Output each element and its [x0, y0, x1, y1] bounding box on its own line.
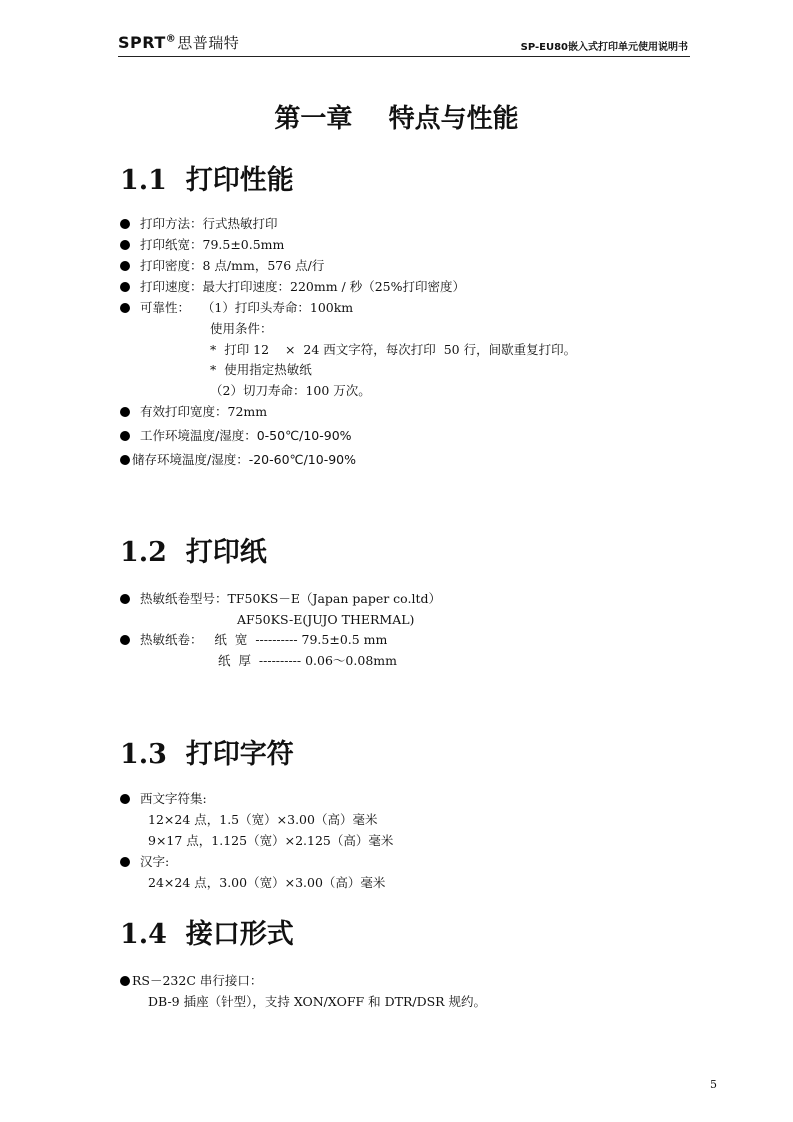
bullet-icon	[120, 407, 130, 417]
bullet-icon	[120, 455, 130, 465]
spec-storage-env: 储存环境温度/湿度：-20-60℃/10-90%	[132, 452, 356, 467]
spec-print-speed: 打印速度：最大打印速度：220mm / 秒（25%打印密度）	[140, 279, 466, 294]
section-heading-1-2: 1.2 打印纸	[120, 537, 267, 568]
brand-logo	[118, 32, 239, 53]
spec-print-density: 打印密度：8 点/mm，576 点/行	[140, 258, 325, 273]
paper-model-alt: AF50KS-E(JUJO THERMAL)	[237, 612, 415, 627]
charset-western-9x17: 9×17 点，1.125（宽）×2.125（高）毫米	[148, 833, 394, 848]
spec-print-method: 打印方法：行式热敏打印	[140, 216, 278, 231]
chapter-title: 第一章 特点与性能	[274, 104, 519, 134]
bullet-icon	[120, 261, 130, 271]
section-heading-1-1: 1.1 打印性能	[120, 165, 294, 196]
bullet-icon	[120, 219, 130, 229]
page-header	[118, 30, 690, 57]
spec-cutter-life: （2）切刀寿命：100 万次。	[210, 383, 371, 398]
bullet-icon	[120, 794, 130, 804]
page-number: 5	[710, 1078, 717, 1091]
brand-name-cn: 思普瑞特	[177, 34, 240, 52]
brand-name: SPRT	[118, 33, 166, 52]
spec-reliability: 可靠性： （1）打印头寿命：100km	[140, 300, 354, 315]
spec-effective-width: 有效打印宽度：72mm	[140, 404, 268, 419]
spec-operating-env: 工作环境温度/湿度：0-50℃/10-90%	[140, 428, 352, 443]
bullet-icon	[120, 635, 130, 645]
bullet-icon	[120, 976, 130, 986]
document-title: SP-EU80嵌入式打印单元使用说明书	[520, 42, 688, 53]
paper-roll-width: 热敏纸卷： 纸 宽 ---------- 79.5±0.5 mm	[140, 632, 388, 647]
registered-mark: ®	[165, 33, 177, 45]
section-heading-1-4: 1.4 接口形式	[120, 919, 294, 950]
charset-western-12x24: 12×24 点，1.5（宽）×3.00（高）毫米	[148, 812, 378, 827]
spec-condition-chars: * 打印 12 × 24 西文字符，每次打印 50 行，间歇重复打印。	[210, 342, 577, 357]
section-heading-1-3: 1.3 打印字符	[120, 739, 294, 770]
charset-chinese-24x24: 24×24 点，3.00（宽）×3.00（高）毫米	[148, 875, 386, 890]
bullet-icon	[120, 431, 130, 441]
charset-western-label: 西文字符集:	[140, 791, 207, 806]
bullet-icon	[120, 594, 130, 604]
interface-rs232: RS－232C 串行接口：	[132, 973, 263, 988]
paper-roll-thickness: 纸 厚 ---------- 0.06～0.08mm	[218, 653, 397, 668]
bullet-icon	[120, 282, 130, 292]
bullet-icon	[120, 303, 130, 313]
spec-paper-width: 打印纸宽：79.5±0.5mm	[140, 237, 285, 252]
interface-db9: DB-9 插座（针型），支持 XON/XOFF 和 DTR/DSR 规约。	[148, 994, 487, 1009]
bullet-icon	[120, 240, 130, 250]
bullet-icon	[120, 857, 130, 867]
paper-model: 热敏纸卷型号：TF50KS－E（Japan paper co.ltd）	[140, 591, 441, 606]
charset-chinese-label: 汉字:	[140, 854, 170, 869]
spec-condition-paper: * 使用指定热敏纸	[210, 362, 312, 377]
spec-conditions-label: 使用条件：	[210, 321, 273, 336]
